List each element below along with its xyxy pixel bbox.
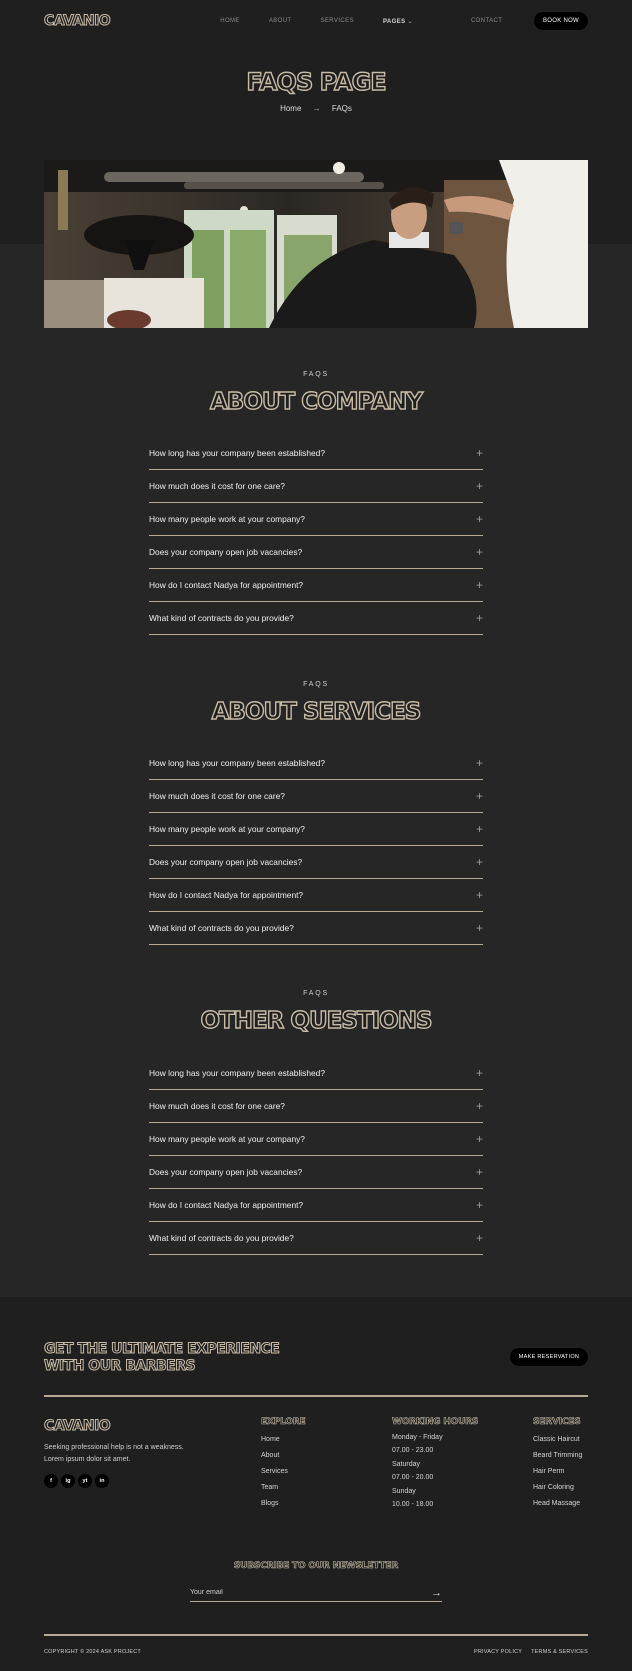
hours-time: 07.00 - 20.00: [392, 1473, 434, 1481]
footer-services: [533, 1417, 582, 1512]
plus-icon[interactable]: +: [475, 1231, 483, 1245]
plus-icon[interactable]: +: [475, 1066, 483, 1080]
footer-explore: [261, 1417, 305, 1512]
faq-question: What kind of contracts do you provide?: [149, 613, 294, 623]
footer-bottom-divider: [44, 1634, 588, 1636]
plus-icon[interactable]: +: [475, 1099, 483, 1113]
nav-contact[interactable]: CONTACT: [470, 17, 503, 24]
plus-icon[interactable]: +: [475, 611, 483, 625]
arrow-right-icon: →: [312, 104, 321, 113]
barbershop-image: [44, 160, 588, 328]
faq-question: How much does it cost for one care?: [149, 1101, 285, 1111]
plus-icon[interactable]: +: [475, 1165, 483, 1179]
faq-question: Does your company open job vacancies?: [149, 547, 303, 557]
privacy-policy-link[interactable]: PRIVACY POLICY: [473, 1649, 523, 1655]
legal-links: [474, 1649, 588, 1655]
plus-icon[interactable]: +: [475, 855, 483, 869]
cta-title-line2: WITH OUR BARBERS: [44, 1358, 196, 1374]
footer-divider: [44, 1395, 588, 1397]
nav-pages[interactable]: [383, 18, 442, 25]
faq-question: How many people work at your company?: [149, 824, 305, 834]
faq-question: Does your company open job vacancies?: [149, 857, 303, 867]
plus-icon[interactable]: +: [475, 545, 483, 559]
top-navigation: [44, 9, 588, 33]
faq-list-about-services: [149, 747, 483, 945]
footer-working-hours: [392, 1417, 478, 1511]
faq-list-about-company: [149, 437, 483, 635]
page-title: FAQS PAGE: [246, 68, 386, 96]
plus-icon[interactable]: +: [475, 446, 483, 460]
footer-logo[interactable]: CAVANIO: [44, 1418, 111, 1434]
explore-link-blogs[interactable]: Blogs: [261, 1500, 279, 1507]
explore-link-home[interactable]: Home: [261, 1436, 280, 1443]
faq-item[interactable]: [149, 437, 483, 470]
footer-tagline: [44, 1442, 204, 1466]
youtube-icon[interactable]: yt: [78, 1474, 92, 1488]
newsletter-heading: SUBSCRIBE TO OUR NEWSLETTER: [233, 1561, 399, 1571]
faq-question: How much does it cost for one care?: [149, 791, 285, 801]
hours-day: Monday - Friday: [392, 1434, 443, 1441]
make-reservation-button[interactable]: MAKE RESERVATION: [510, 1348, 588, 1366]
section-label-faqs: FAQS: [303, 990, 329, 997]
service-link[interactable]: Classic Haircut: [533, 1436, 580, 1443]
cta-title: [44, 1341, 279, 1375]
faq-item[interactable]: [149, 503, 483, 536]
section-title-about-services: ABOUT SERVICES: [211, 699, 421, 725]
faq-item[interactable]: [149, 747, 483, 780]
footer-tagline-line1: Seeking professional help is not a weakness.: [44, 1444, 184, 1451]
plus-icon[interactable]: +: [475, 789, 483, 803]
plus-icon[interactable]: +: [475, 921, 483, 935]
facebook-icon[interactable]: f: [44, 1474, 58, 1488]
plus-icon[interactable]: +: [475, 756, 483, 770]
nav-services[interactable]: SERVICES: [320, 17, 354, 24]
service-link[interactable]: Head Massage: [533, 1500, 581, 1507]
breadcrumb-home[interactable]: Home: [280, 104, 302, 113]
service-link[interactable]: Beard Trimming: [533, 1452, 583, 1459]
faq-question: How much does it cost for one care?: [149, 481, 285, 491]
plus-icon[interactable]: +: [475, 479, 483, 493]
service-link[interactable]: Hair Perm: [533, 1468, 565, 1475]
service-link[interactable]: Hair Coloring: [533, 1484, 574, 1491]
plus-icon[interactable]: +: [475, 888, 483, 902]
breadcrumb-current: FAQs: [331, 104, 352, 113]
main-menu: [220, 18, 531, 25]
plus-icon[interactable]: +: [475, 578, 483, 592]
explore-heading: EXPLORE: [261, 1417, 306, 1427]
plus-icon[interactable]: +: [475, 1198, 483, 1212]
section-title-about-company: ABOUT COMPANY: [209, 389, 423, 415]
faq-item[interactable]: [149, 879, 483, 912]
faq-item[interactable]: [149, 1222, 483, 1255]
faq-question: How many people work at your company?: [149, 1134, 305, 1144]
cta-title-line1: GET THE ULTIMATE EXPERIENCE: [44, 1341, 280, 1357]
faq-item[interactable]: [149, 1057, 483, 1090]
faq-item[interactable]: [149, 1156, 483, 1189]
faq-item[interactable]: [149, 470, 483, 503]
hours-day: Saturday: [392, 1461, 421, 1468]
services-heading: SERVICES: [533, 1417, 581, 1427]
faq-question: How do I contact Nadya for appointment?: [149, 580, 304, 590]
nav-about[interactable]: ABOUT: [268, 17, 292, 24]
copyright-text: COPYRIGHT © 2024 ASK PROJECT: [44, 1649, 141, 1655]
faq-item[interactable]: [149, 780, 483, 813]
faq-question: Does your company open job vacancies?: [149, 1167, 303, 1177]
section-label-faqs: FAQS: [303, 371, 329, 378]
faq-question: How long has your company been established?: [149, 1068, 325, 1078]
faq-item[interactable]: [149, 602, 483, 635]
faq-question: What kind of contracts do you provide?: [149, 1233, 294, 1243]
faq-question: How do I contact Nadya for appointment?: [149, 1200, 304, 1210]
working-hours-heading: WORKING HOURS: [392, 1417, 479, 1427]
section-label-faqs: FAQS: [303, 681, 329, 688]
hours-day: Sunday: [392, 1488, 416, 1495]
faq-item[interactable]: [149, 813, 483, 846]
hours-time: 10.00 - 18.00: [392, 1500, 434, 1508]
faq-question: What kind of contracts do you provide?: [149, 923, 294, 933]
social-links: [44, 1474, 109, 1488]
faq-question: How long has your company been established?: [149, 448, 325, 458]
instagram-icon[interactable]: ig: [61, 1474, 75, 1488]
faq-item[interactable]: [149, 846, 483, 879]
hours-time: 07.00 - 23.00: [392, 1446, 434, 1454]
faq-question: How long has your company been established?: [149, 758, 325, 768]
explore-link-about[interactable]: About: [261, 1452, 280, 1459]
plus-icon[interactable]: +: [475, 1132, 483, 1146]
faq-item[interactable]: [149, 1123, 483, 1156]
explore-link-team[interactable]: Team: [261, 1484, 279, 1491]
brand-logo[interactable]: CAVANIO: [44, 13, 111, 29]
faq-list-other-questions: [149, 1057, 483, 1255]
faq-question: How do I contact Nadya for appointment?: [149, 890, 304, 900]
book-now-button[interactable]: BOOK NOW: [534, 12, 588, 30]
section-title-other-questions: OTHER QUESTIONS: [200, 1008, 432, 1034]
linkedin-icon[interactable]: in: [95, 1474, 109, 1488]
plus-icon[interactable]: +: [475, 822, 483, 836]
nav-pages-label: PAGES: [382, 18, 406, 25]
barbershop-photo: [44, 160, 588, 328]
faq-item[interactable]: [149, 1189, 483, 1222]
faq-item[interactable]: [149, 1090, 483, 1123]
plus-icon[interactable]: +: [475, 512, 483, 526]
footer-tagline-line2: Lorem ipsum dolor sit amet.: [44, 1456, 131, 1463]
breadcrumb: [0, 104, 632, 113]
terms-link[interactable]: TERMS & SERVICES: [531, 1649, 588, 1655]
nav-home[interactable]: HOME: [220, 17, 240, 24]
faq-question: How many people work at your company?: [149, 514, 305, 524]
chevron-down-icon: ⌄: [407, 18, 413, 25]
faq-item[interactable]: [149, 912, 483, 945]
explore-link-services[interactable]: Services: [261, 1468, 288, 1475]
newsletter-email-input[interactable]: [190, 1589, 390, 1596]
arrow-right-icon[interactable]: →: [431, 1586, 442, 1599]
newsletter-form: [190, 1584, 442, 1602]
faq-item[interactable]: [149, 536, 483, 569]
faq-item[interactable]: [149, 569, 483, 602]
